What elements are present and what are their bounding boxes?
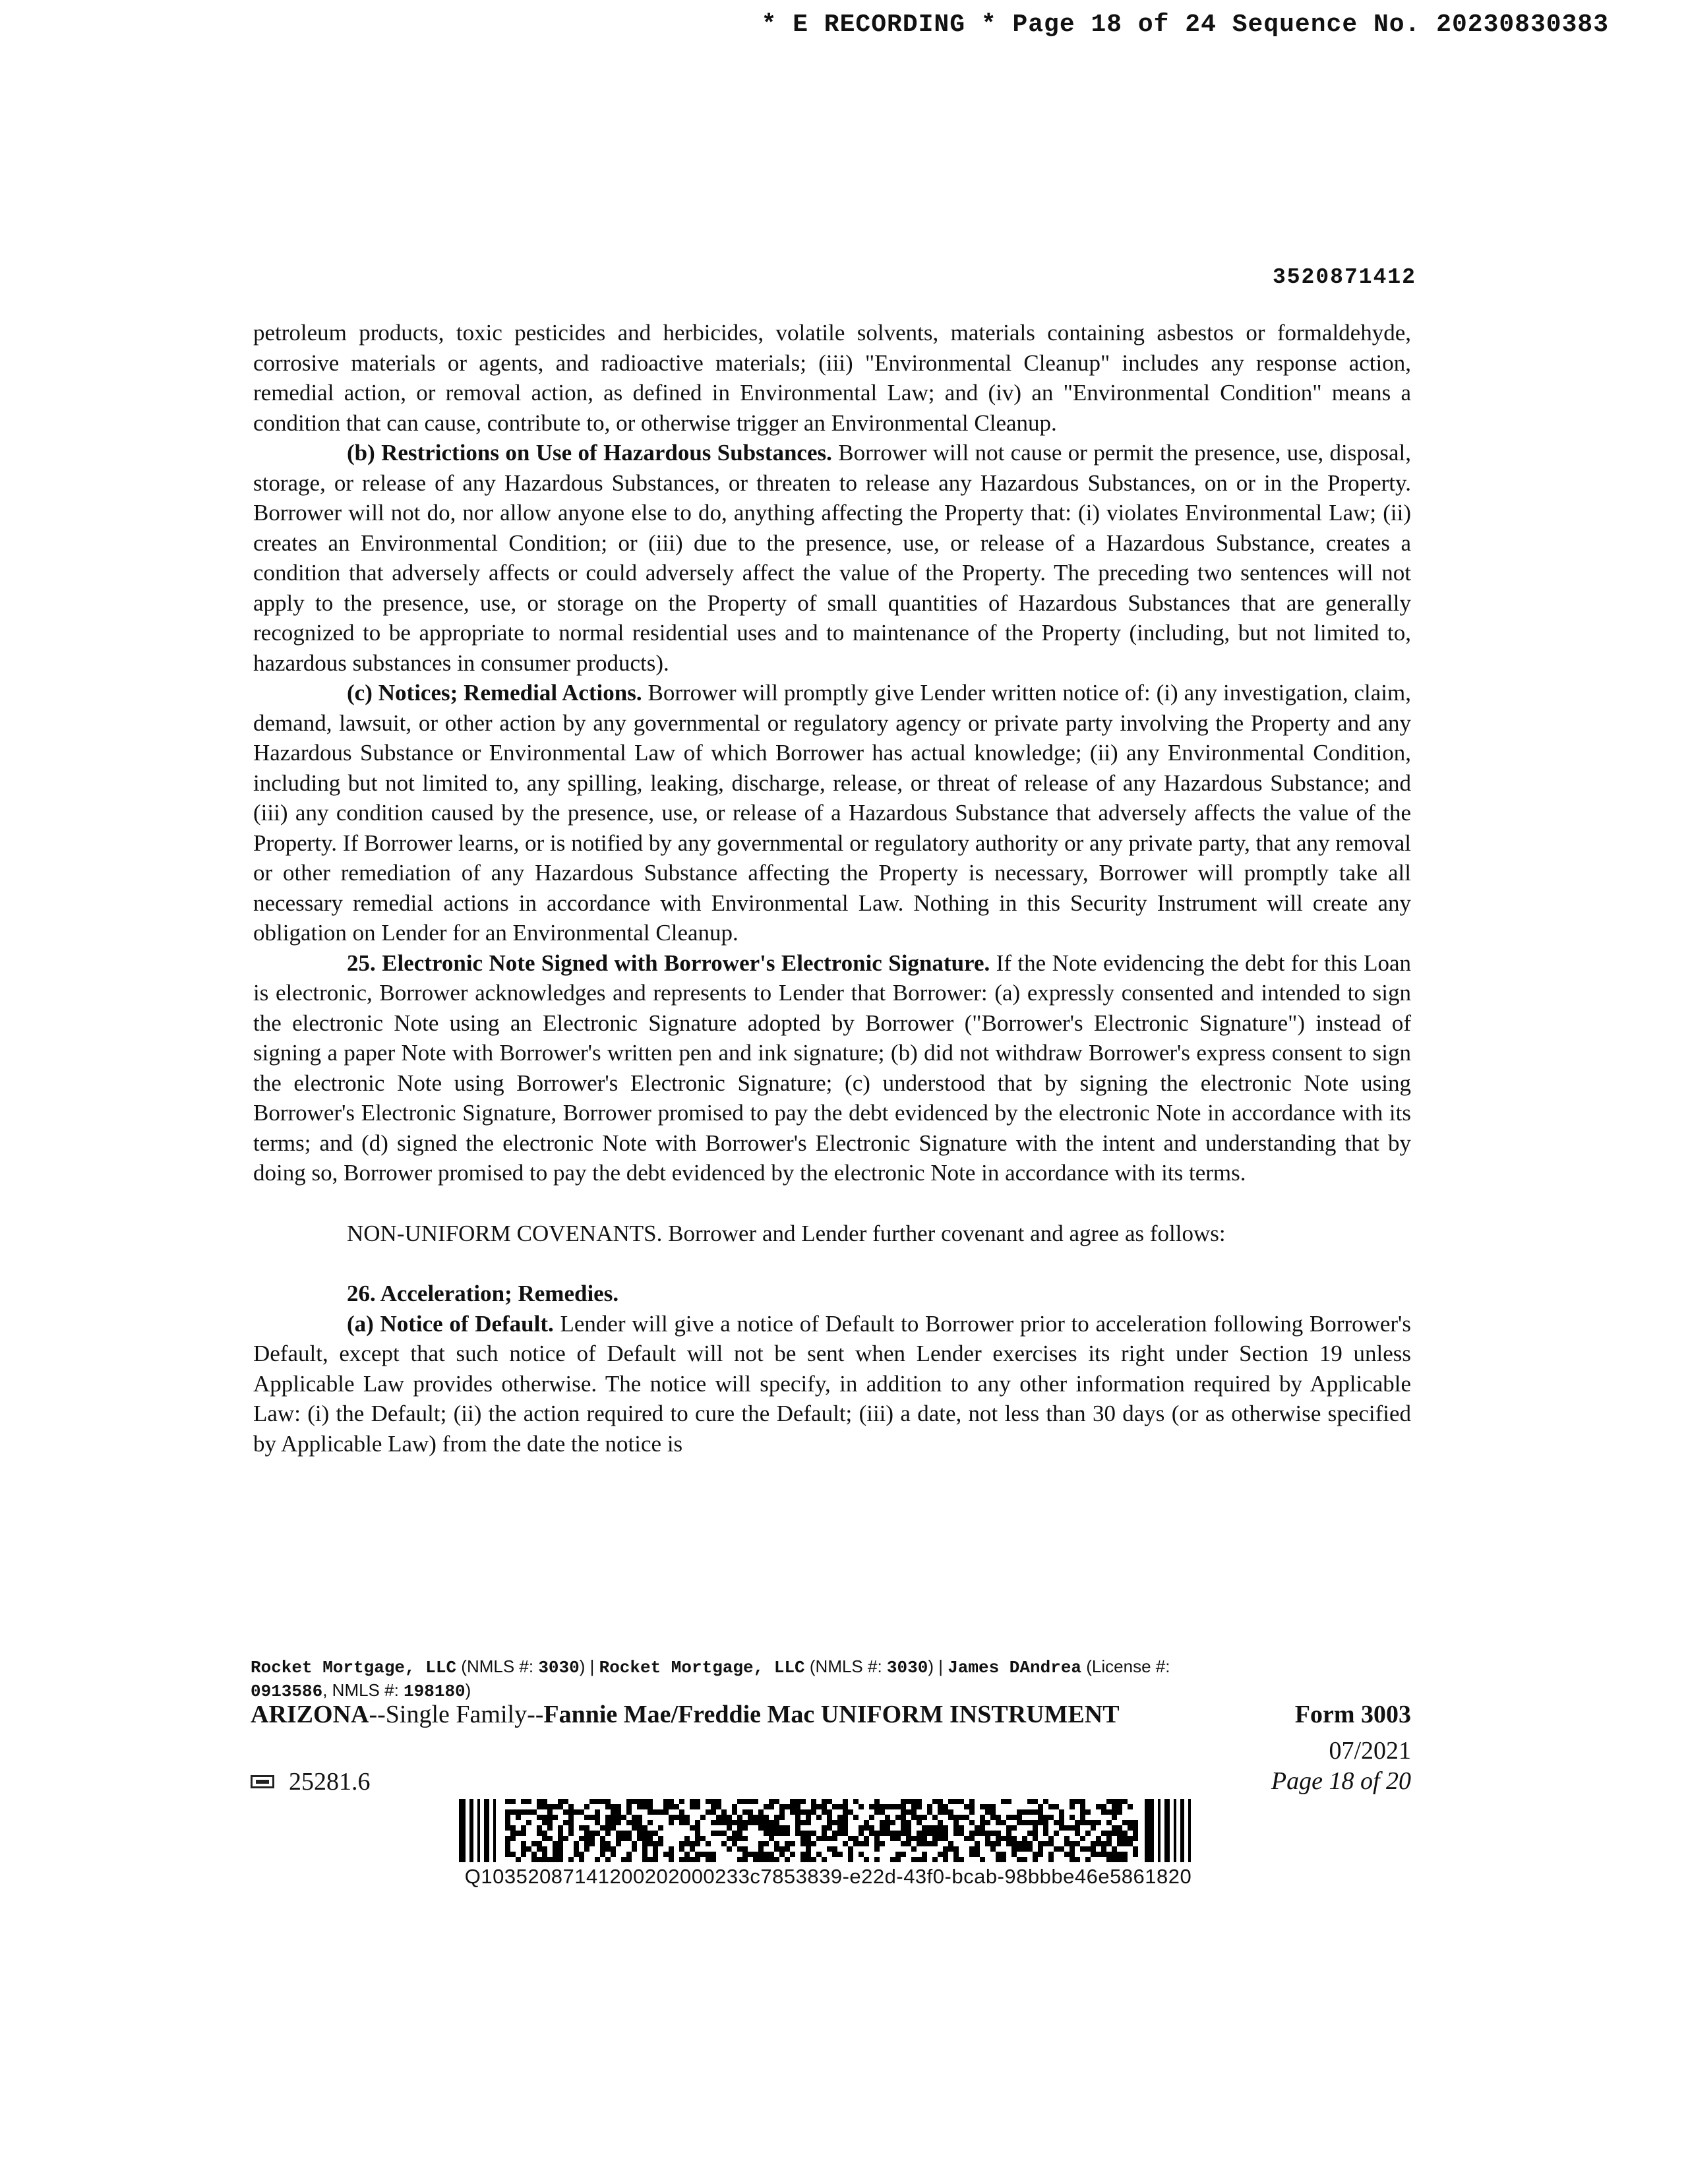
section-heading: (b) Restrictions on Use of Hazardous Substances. [347, 440, 832, 466]
section-heading: (c) Notices; Remedial Actions. [347, 680, 642, 706]
nmls-number: 3030 [886, 1658, 928, 1678]
close-paren: ) [465, 1680, 471, 1700]
page-number: Page 18 of 20 [1271, 1767, 1411, 1795]
form-date: 07/2021 [1329, 1737, 1411, 1765]
loan-number: 3520871412 [1272, 265, 1416, 289]
document-body [253, 318, 1411, 1459]
spacer [253, 1248, 1411, 1279]
separator: ) | [928, 1656, 948, 1676]
paragraph-text: Lender will give a notice of Default to Borrower prior to acceleration following Borrower's Default, except that such notice of Default will not be sent when Lender exercises its right under Section 19 unless Applicable Law provides otherwise. The notice will specify, in addition to any other information required by Applicable Law: (i) the Default; (ii) the action required to cure the Default; (iii) a date, not less than 30 days (or as otherwise specified by Applicable Law) from the date the notice is [253, 1310, 1411, 1457]
state-name: ARIZONA [251, 1701, 369, 1728]
paragraph-notice-of-default [253, 1309, 1411, 1459]
section-heading: (a) Notice of Default. [347, 1310, 554, 1337]
reference-number: 25281.6 [289, 1768, 371, 1796]
form-number: Form 3003 [1294, 1701, 1411, 1728]
form-description: --Single Family-- [369, 1701, 544, 1728]
license-label: (License #: [1081, 1656, 1170, 1676]
form-instrument: Fannie Mae/Freddie Mac UNIFORM INSTRUMENT [543, 1701, 1120, 1728]
paragraph-text: Borrower will promptly give Lender written notice of: (i) any investigation, claim, demand, lawsuit, or other action by any governmental or regulatory agency or private party involving the Property and any Hazardous Substance or Environmental Law of which Borrower has actual knowledge; (ii) any Environmental Condition, including but not limited to, any spilling, leaking, discharge, release, or threat of release of any Hazardous Substance; and (iii) any condition caused by the presence, use, or release of a Hazardous Substance that adversely affects the value of the Property. If Borrower learns, or is notified by any governmental or regulatory authority or any private party, that any removal or other remediation of any Hazardous Substance affecting the Property is necessary, Borrower will promptly take all necessary remedial actions in accordance with Environmental Law. Nothing in this Security Instrument will create any obligation on Lender for an Environmental Cleanup. [253, 680, 1412, 946]
paragraph-text: If the Note evidencing the debt for this Loan is electronic, Borrower acknowledges and represents to Lender that Borrower: (a) expressly consented and intended to sign the electronic Note using an Electronic Signature adopted by Borrower ("Borrower's Electronic Signature") instead of signing a paper Note with Borrower's written pen and ink signature; (b) did not withdraw Borrower's express consent to sign the electronic Note using Borrower's Electronic Signature; (c) understood that by signing the electronic Note using Borrower's Electronic Signature, Borrower promised to pay the debt evidenced by the electronic Note in accordance with its terms; and (d) signed the electronic Note with Borrower's Electronic Signature with the intent and understanding that by doing so, Borrower promised to pay the debt evidenced by the electronic Note in accordance with its terms. [253, 950, 1412, 1186]
lender-name: Rocket Mortgage, LLC [251, 1658, 457, 1678]
paragraph-restrictions [253, 438, 1411, 678]
paragraph-acceleration-heading [253, 1279, 1411, 1309]
nmls-number: 198180 [404, 1682, 466, 1701]
section-heading: 26. Acceleration; Remedies. [347, 1281, 619, 1306]
recording-header: * E RECORDING * Page 18 of 24 Sequence No. 20230830383 [761, 11, 1609, 39]
nmls-number: 3030 [538, 1658, 580, 1678]
paragraph-electronic-note [253, 948, 1411, 1188]
nmls-label: (NMLS #: [804, 1656, 887, 1676]
paragraph-non-uniform-covenants: NON-UNIFORM COVENANTS. Borrower and Lender further covenant and agree as follows: [347, 1220, 1226, 1246]
footer-form-line [251, 1700, 1411, 1729]
license-number: 0913586 [251, 1682, 323, 1701]
section-heading: 25. Electronic Note Signed with Borrower's Electronic Signature. [347, 950, 990, 976]
paragraph-definitions: petroleum products, toxic pesticides and herbicides, volatile solvents, materials containing asbestos or formaldehyde, corrosive materials or agents, and radioactive materials; (iii) "Environmental Cleanup" includes any response action, remedial action, or removal action, as defined in Environmental Law; and (iv) an "Environmental Condition" means a condition that can cause, contribute to, or otherwise trigger an Environmental Cleanup. [253, 320, 1411, 436]
barcode [459, 1799, 1197, 1862]
nmls-label: , NMLS #: [322, 1680, 404, 1700]
nmls-label: (NMLS #: [456, 1656, 539, 1676]
reference-code [251, 1767, 371, 1796]
footer-lender-info [251, 1655, 1411, 1703]
separator: ) | [579, 1656, 599, 1676]
spacer [253, 1188, 1411, 1219]
document-ref-icon [251, 1775, 274, 1788]
barcode-text: Q10352087141200202000233c7853839-e22d-43f0-bcab-98bbbe46e5861820 [464, 1865, 1192, 1888]
originator-name: James DAndrea [948, 1658, 1082, 1678]
paragraph-text: Borrower will not cause or permit the presence, use, disposal, storage, or release of any Hazardous Substances, or threaten to release any Hazardous Substances, on or in the Property. Borrower will not do, nor allow anyone else to do, anything affecting the Property that: (i) violates Environmental Law; (ii) creates an Environmental Condition; or (iii) due to the presence, use, or release of a Hazardous Substance, creates a condition that adversely affects or could adversely affect the value of the Property. The preceding two sentences will not apply to the presence, use, or storage on the Property of small quantities of Hazardous Substances that are generally recognized to be appropriate to normal residential uses and to maintenance of the Property (including, but not limited to, hazardous substances in consumer products). [253, 440, 1411, 676]
paragraph-notices [253, 678, 1411, 948]
footer-form-meta [1271, 1736, 1411, 1796]
lender-name: Rocket Mortgage, LLC [599, 1658, 805, 1678]
